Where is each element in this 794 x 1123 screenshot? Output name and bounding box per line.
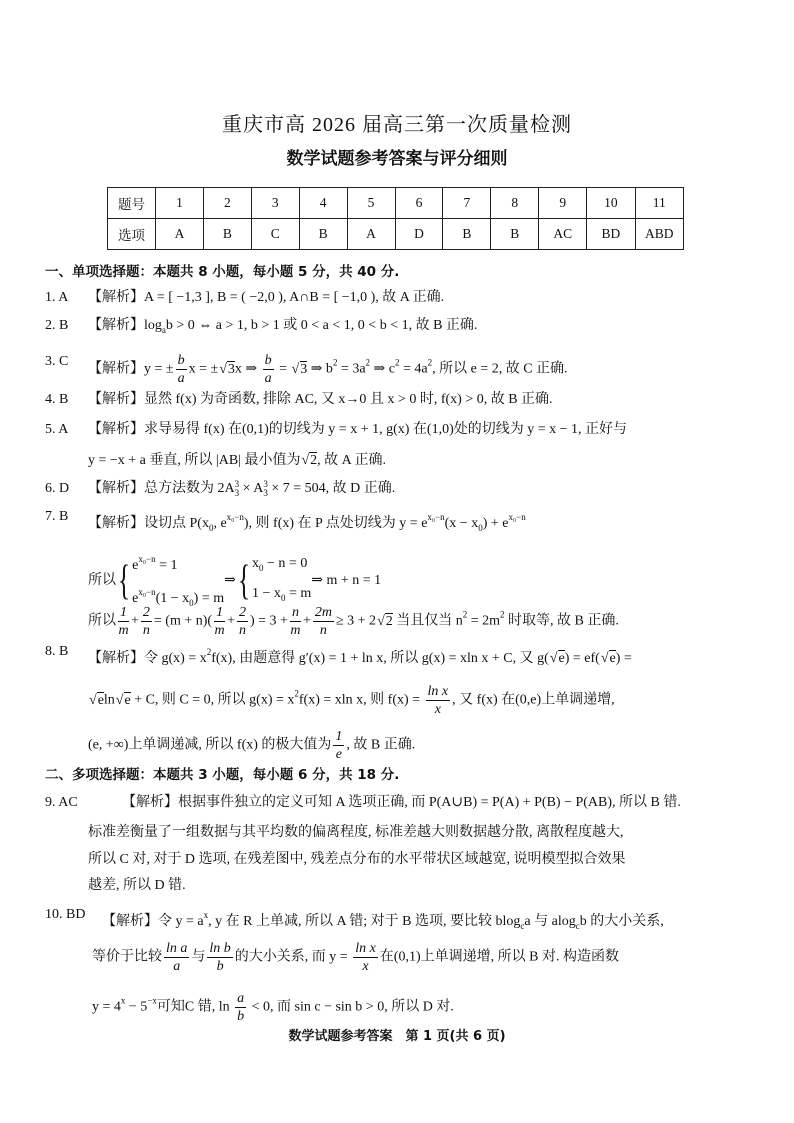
- item-number: 4. B: [45, 392, 69, 407]
- text-run: 【解析】求导易得 f(x) 在(0,1)的切线为 y = x + 1, g(x) 在(1,0)处的切线为 y = x − 1, 正好与: [88, 422, 628, 437]
- superscript: 2: [294, 688, 299, 699]
- answer-cell: A: [347, 219, 395, 250]
- text-run: 标准差衡量了一组数据与其平均数的偏离程度, 标准差越大则数据越分散, 离散程度越大,: [88, 825, 624, 840]
- question-number-cell: 11: [635, 188, 684, 219]
- solution-line: [92, 990, 454, 1024]
- question-number-cell: 3: [251, 188, 299, 219]
- text-run: < 0, 而 sin c − sin b > 0, 所以 D 对.: [248, 999, 454, 1015]
- solution-line: [45, 479, 395, 499]
- solution-line: [88, 604, 619, 638]
- answer-cell: B: [443, 219, 491, 250]
- text-run: 所以 C 对, 对于 D 选项, 在残差图中, 残差点分布的水平带状区域越宽, 说明模型拟合效果: [88, 852, 626, 867]
- solution-line: [88, 683, 615, 717]
- denominator: b: [216, 959, 224, 974]
- equation-system: [116, 551, 224, 611]
- denominator: n: [142, 623, 150, 638]
- text-run: f(x), 由题意得 g′(x) = 1 + ln x, 所以 g(x) = xln x + C, 又 g(: [211, 651, 549, 666]
- denominator: e: [335, 747, 343, 762]
- text-run: e: [132, 558, 139, 573]
- text-run: 【解析】显然 f(x) 为奇函数, 排除 AC, 又 x→0 且 x > 0 时, f(x) > 0, 故 B 正确.: [88, 392, 553, 407]
- square-root: [549, 651, 565, 666]
- solution-line: [45, 905, 664, 931]
- denominator: n: [238, 623, 246, 638]
- answer-cell: 选项: [108, 219, 156, 250]
- subscript: c: [520, 921, 525, 931]
- superscript: 2: [427, 357, 433, 368]
- text-run: 在(0,1)上单调递增, 所以 B 对. 构造函数: [379, 949, 619, 965]
- text-run: (e, +∞)上单调递减, 所以 f(x) 的极大值为: [88, 737, 332, 753]
- denominator: n: [319, 623, 327, 638]
- text-run: a 与 alog: [524, 914, 576, 929]
- item-number: 3. C: [45, 354, 69, 369]
- superscript: x: [203, 910, 209, 920]
- denominator: a: [264, 371, 272, 386]
- superscript: 2: [365, 357, 371, 368]
- superscript: 3: [263, 478, 268, 489]
- superscript: 2: [332, 357, 338, 368]
- question-number-cell: 7: [443, 188, 491, 219]
- text-run: ) = 3 +: [249, 613, 288, 629]
- question-number-cell: 9: [539, 188, 587, 219]
- item-number: 6. D: [45, 481, 70, 496]
- text-run: = 1: [155, 558, 178, 573]
- text-run: − n = 0: [263, 556, 308, 571]
- text-run: ⇒ m + n = 1: [311, 573, 382, 589]
- equation-system: [236, 556, 311, 606]
- numerator: ln b: [209, 941, 231, 956]
- system-rows: [132, 551, 224, 611]
- text-run: x ⇒: [234, 361, 261, 377]
- fraction: [426, 683, 451, 718]
- text-run: 【解析】A = [ −1,3 ], B = ( −2,0 ), A∩B = [ −1,0 ), 故 A 正确.: [88, 290, 445, 305]
- superscript: x: [120, 995, 126, 1006]
- denominator: m: [118, 623, 129, 638]
- numerator: ln x: [355, 941, 376, 956]
- text-run: +: [131, 613, 139, 629]
- solution-line: [45, 288, 444, 308]
- text-run: 【解析】根据事件独立的定义可知 A 选项正确, 而 P(A∪B) = P(A) + P(B) − P(AB), 所以 B 错.: [122, 795, 681, 810]
- question-number-cell: 4: [299, 188, 347, 219]
- solution-line: [88, 551, 382, 608]
- document-subtitle: 数学试题参考答案与评分细则: [286, 149, 508, 169]
- answer-cell: D: [395, 219, 443, 250]
- square-root: [88, 693, 104, 708]
- text-run: 1 − x: [252, 586, 281, 601]
- fraction: [353, 940, 378, 975]
- text-run: , y 在 R 上单减, 所以 A 错; 对于 B 选项, 要比较 blog: [208, 914, 521, 929]
- subscript: 0: [208, 523, 214, 533]
- section-heading: 一、单项选择题：本题共 8 小题，每小题 5 分，共 40 分.: [45, 264, 400, 280]
- square-root: [291, 362, 308, 377]
- solution-line: [45, 507, 526, 533]
- fraction: [235, 990, 246, 1025]
- solution-line: [45, 793, 681, 813]
- text-run: y = 4: [92, 999, 121, 1015]
- superscript: x₀−n: [138, 554, 156, 564]
- text-run: 当且仅当 n: [392, 613, 463, 629]
- solution-line: [45, 316, 477, 336]
- text-run: f(x) = xln x, 则 f(x) =: [298, 692, 424, 708]
- question-number-cell: 5: [347, 188, 395, 219]
- superscript: x₀−n: [226, 512, 244, 522]
- text-run: (x − x: [444, 516, 479, 531]
- answer-table: [107, 187, 684, 250]
- text-run: , 又 f(x) 在(0,e)上单调递增,: [452, 692, 615, 708]
- text-run: ⇒: [224, 573, 236, 589]
- answer-cell: BD: [587, 219, 635, 250]
- text-run: =: [275, 361, 291, 377]
- text-run: ) = m: [193, 591, 225, 606]
- text-run: − 5: [125, 999, 148, 1015]
- fraction: [290, 604, 301, 639]
- superscript: −x: [147, 995, 157, 1006]
- text-run: 【解析】令 y = a: [102, 914, 204, 929]
- answer-cell: ABD: [635, 219, 684, 250]
- system-rows: [252, 556, 311, 606]
- page-footer: 数学试题参考答案 第 1 页(共 6 页): [288, 1029, 506, 1044]
- superscript: 2: [500, 609, 505, 620]
- text-run: ln: [103, 692, 115, 708]
- solution-line: [92, 940, 619, 974]
- text-run: e: [132, 591, 139, 606]
- item-number: 9. AC: [45, 795, 78, 810]
- fraction: [176, 352, 187, 387]
- subscript: 3: [234, 487, 240, 498]
- text-run: , 所以 e = 2, 故 C 正确.: [432, 361, 568, 377]
- text-run: = 2m: [467, 613, 501, 629]
- document-title: 重庆市高 2026 届高三第一次质量检测: [222, 114, 572, 136]
- superscript: 2: [395, 357, 400, 368]
- text-run: 所以: [88, 613, 116, 629]
- solution-line: [88, 451, 386, 471]
- system-row: [252, 556, 311, 576]
- fraction: [141, 604, 152, 639]
- subscript: a: [161, 325, 166, 335]
- text-run: 等价于比较: [92, 949, 162, 965]
- numerator: 1: [216, 605, 224, 620]
- radicand: √ e: [609, 650, 616, 666]
- solution-line: [45, 352, 568, 386]
- numerator: 2m: [314, 605, 332, 620]
- denominator: a: [173, 959, 181, 974]
- answer-cell: B: [299, 219, 347, 250]
- text-run: 的大小关系, 而 y =: [234, 949, 352, 965]
- item-number: 8. B: [45, 644, 69, 659]
- subscript: 0: [478, 523, 483, 533]
- denominator: m: [290, 623, 301, 638]
- numerator: ln a: [166, 941, 188, 956]
- superscript: x₀−n: [508, 512, 526, 522]
- text-run: 【解析】设切点 P(x: [88, 516, 209, 531]
- numerator: b: [264, 353, 272, 368]
- question-number-cell: 题号: [108, 188, 156, 219]
- solution-line: [88, 823, 624, 843]
- text-run: × 7 = 504, 故 D 正确.: [267, 481, 396, 496]
- text-run: ) =: [615, 651, 632, 666]
- text-run: 【解析】令 g(x) = x: [88, 651, 207, 666]
- square-root: [376, 614, 393, 629]
- solution-line: [88, 728, 416, 762]
- square-root: [218, 362, 235, 377]
- question-number-cell: 8: [491, 188, 539, 219]
- brace-icon: {: [118, 558, 131, 604]
- text-run: 时取等, 故 B 正确.: [504, 613, 619, 629]
- numerator: n: [291, 605, 299, 620]
- radicand: √ e: [124, 692, 131, 708]
- answer-cell: B: [491, 219, 539, 250]
- text-run: × A: [239, 481, 264, 496]
- text-run: ⇒ c: [370, 361, 395, 377]
- solution-line: [45, 420, 627, 440]
- superscript: 2: [462, 609, 468, 620]
- subscript: 3: [263, 487, 268, 498]
- text-run: +: [227, 613, 235, 629]
- text-run: 所以: [88, 573, 116, 589]
- text-run: 可知C 错, ln: [156, 999, 234, 1015]
- text-run: ⇒ b: [307, 361, 333, 377]
- denominator: x: [434, 702, 441, 717]
- section-heading: 二、多项选择题：本题共 3 小题，每小题 6 分，共 18 分.: [45, 767, 400, 783]
- text-run: + C, 则 C = 0, 所以 g(x) = x: [130, 692, 295, 708]
- numerator: 2: [142, 605, 150, 620]
- square-root: [300, 453, 317, 468]
- system-row: [252, 586, 311, 606]
- radicand: √ 3: [227, 361, 235, 377]
- numerator: ln x: [427, 684, 449, 699]
- denominator: b: [237, 1009, 245, 1024]
- radicand: √ 3: [300, 361, 308, 377]
- system-row: [132, 551, 224, 574]
- text-run: +: [302, 613, 311, 629]
- text-run: y = −x + a 垂直, 所以 |AB| 最小值为: [88, 453, 301, 468]
- answer-cell: A: [156, 219, 204, 250]
- denominator: a: [177, 371, 185, 386]
- solution-line: [88, 876, 186, 896]
- denominator: x: [362, 959, 369, 974]
- text-run: ≥ 3 + 2: [335, 613, 377, 629]
- subscript: 0: [259, 563, 264, 573]
- text-run: ) + e: [482, 516, 509, 531]
- solution-line: [45, 642, 632, 666]
- fraction: [164, 940, 189, 975]
- text-run: = 3a: [337, 361, 366, 377]
- text-run: ), 则 f(x) 在 P 点处切线为 y = e: [243, 516, 428, 531]
- answer-cell: AC: [539, 219, 587, 250]
- text-run: 【解析】总方法数为 2A: [88, 481, 235, 496]
- fraction: [333, 728, 344, 763]
- brace-icon: {: [237, 558, 250, 604]
- text-run: = (m + n)(: [153, 613, 213, 629]
- fraction: [263, 352, 274, 387]
- text-run: 【解析】log: [88, 318, 162, 333]
- numerator: 1: [120, 605, 127, 620]
- square-root: [600, 651, 616, 666]
- subscript: 0: [280, 593, 286, 603]
- question-number-cell: 6: [395, 188, 443, 219]
- radicand: √ 2: [385, 613, 393, 629]
- fraction: [214, 604, 225, 639]
- solution-line: [88, 850, 625, 870]
- question-number-cell: 1: [156, 188, 204, 219]
- answer-cell: B: [203, 219, 251, 250]
- question-number-row: [108, 188, 684, 219]
- text-run: , 故 B 正确.: [346, 737, 416, 753]
- text-run: 【解析】y = ±: [88, 361, 174, 377]
- numerator: a: [237, 991, 245, 1006]
- text-run: x = ±: [188, 361, 219, 377]
- question-number-cell: 2: [203, 188, 251, 219]
- fraction: [237, 604, 248, 639]
- text-run: 与: [191, 949, 206, 965]
- subscript: 0: [189, 598, 194, 608]
- fraction: [118, 604, 129, 639]
- solution-line: [45, 390, 553, 410]
- text-run: 越差, 所以 D 错.: [88, 878, 186, 893]
- answer-row: [108, 219, 684, 250]
- text-run: b 的大小关系,: [579, 914, 664, 929]
- superscript: x₀−n: [427, 512, 445, 522]
- numerator: b: [177, 353, 185, 368]
- superscript: x₀−n: [138, 587, 156, 597]
- question-number-cell: 10: [587, 188, 635, 219]
- text-run: b > 0 ⇔ a > 1, b > 1 或 0 < a < 1, 0 < b < 1, 故 B 正确.: [165, 318, 478, 333]
- answer-cell: C: [251, 219, 299, 250]
- square-root: [115, 693, 131, 708]
- text-run: ) = ef(: [564, 651, 600, 666]
- item-number: 7. B: [45, 509, 69, 524]
- radicand: √ 2: [309, 452, 317, 468]
- superscript: 2: [206, 647, 212, 657]
- fraction: [207, 940, 232, 975]
- item-number: 2. B: [45, 318, 69, 333]
- radicand: √ e: [97, 692, 104, 708]
- text-run: x: [252, 556, 260, 571]
- text-run: , e: [213, 516, 227, 531]
- text-run: = m: [285, 586, 312, 601]
- superscript: 3: [234, 478, 240, 489]
- numerator: 2: [238, 605, 246, 620]
- radicand: √ e: [558, 650, 565, 666]
- numerator: 1: [335, 729, 343, 744]
- text-run: , 故 A 正确.: [317, 453, 386, 468]
- subscript: c: [575, 921, 580, 931]
- item-number: 1. A: [45, 290, 69, 305]
- text-run: (1 − x: [155, 591, 190, 606]
- text-run: = 4a: [399, 361, 428, 377]
- item-number: 5. A: [45, 422, 69, 437]
- fraction: [313, 604, 334, 639]
- denominator: m: [214, 623, 225, 638]
- item-number: 10. BD: [45, 907, 86, 922]
